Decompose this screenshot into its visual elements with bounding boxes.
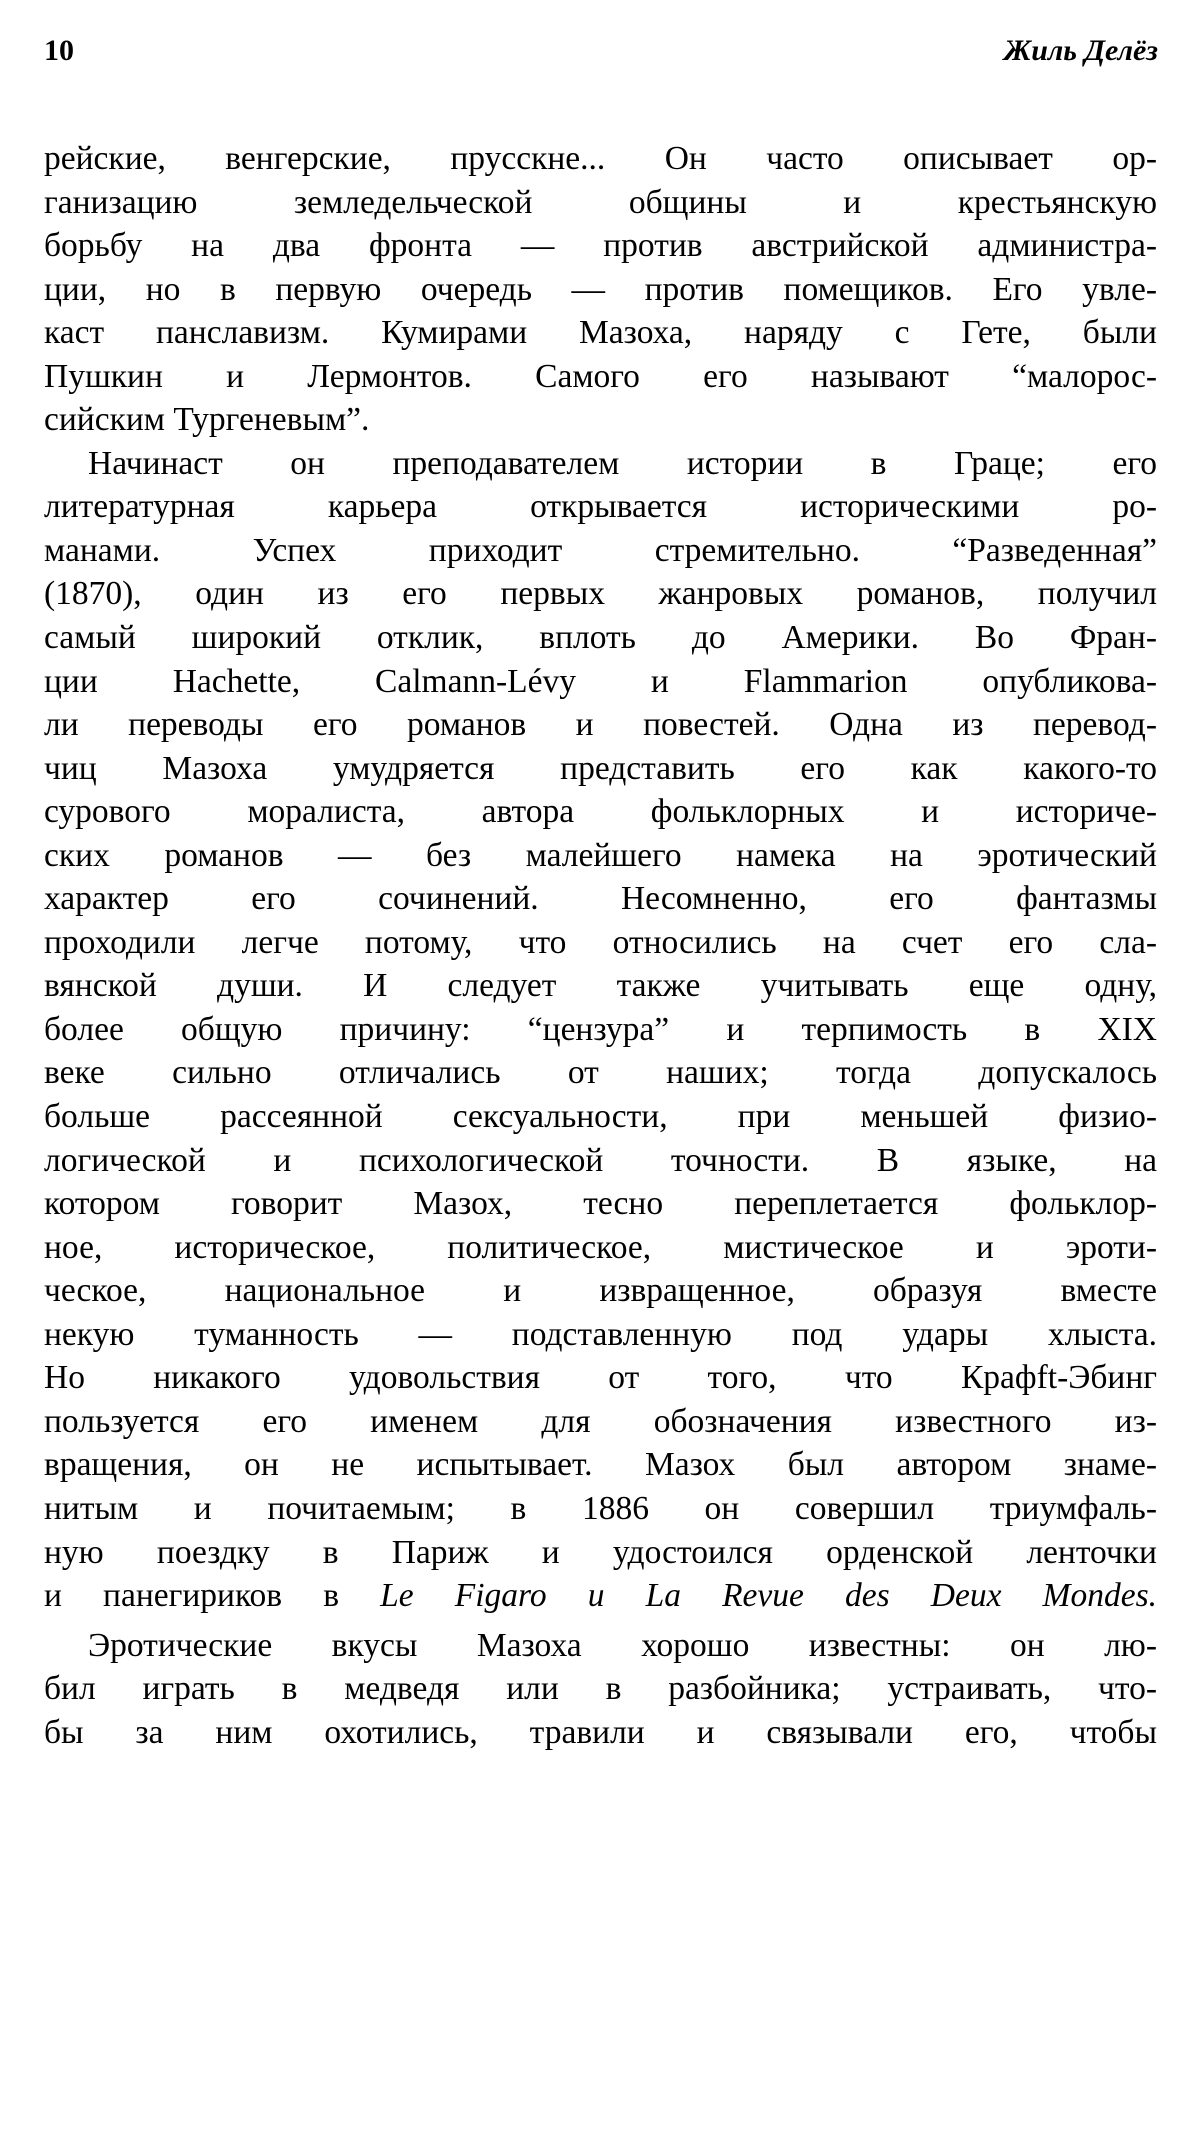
text-line: борьбу на два фронта — против австрийской администра- <box>44 227 1157 265</box>
text-line: (1870), один из его первых жанровых романов, получил <box>44 575 1157 613</box>
text-line: характер его сочинений. Несомненно, его фантазмы <box>44 880 1157 918</box>
text-line: Эротические вкусы Мазоха хорошо известны: он лю- <box>88 1626 1157 1664</box>
text-line: бил играть в медведя или в разбойника; устраивать, что- <box>44 1670 1157 1708</box>
text-line: более общую причину: “цензура” и терпимость в XIX <box>44 1010 1157 1048</box>
text-line: ции, но в первую очередь — против помещиков. Его увле- <box>44 270 1157 308</box>
text-line: вращения, он не испытывает. Мазох был автором знаме- <box>44 1446 1157 1484</box>
text-line: рейские, венгерские, прусскне... Он часто описывает ор- <box>44 140 1157 177</box>
text-line: больше рассеянной сексуальности, при меньшей физио- <box>44 1098 1157 1136</box>
running-title: Жиль Делёз <box>1003 34 1158 67</box>
text-line: Но никакого удовольствия от того, что Крафft-Эбинг <box>44 1359 1157 1397</box>
text-line: ли переводы его романов и повестей. Одна из перевод- <box>44 706 1157 744</box>
text-line: проходили легче потому, что относились на счет его сла- <box>44 923 1157 961</box>
text-line: ских романов — без малейшего намека на эротический <box>44 836 1157 874</box>
text-line: ганизацию земледельческой общины и крестьянскую <box>44 183 1157 221</box>
text-line: некую туманность — подставленную под удары хлыста. <box>44 1315 1157 1353</box>
text-line: вянской души. И следует также учитывать еще одну, <box>44 967 1157 1005</box>
text-line: котором говорит Мазох, тесно переплетается фольклор- <box>44 1185 1157 1223</box>
paragraph-2 <box>44 442 1157 1618</box>
text-line: веке сильно отличались от наших; тогда допускалось <box>44 1054 1157 1092</box>
journal-titles: Le Figaro и La Revue des Deux Mondes. <box>380 1577 1157 1615</box>
page-header <box>44 34 1158 74</box>
page-number: 10 <box>44 34 74 67</box>
text-line: логической и психологической точности. В языке, на <box>44 1141 1157 1179</box>
text-line: Пушкин и Лермонтов. Самого его называют “малорос- <box>44 357 1157 395</box>
paragraph-3 <box>44 1624 1157 1755</box>
text-line: сийским Тургеневым”. <box>44 401 370 439</box>
text-line: сурового моралиста, автора фольклорных и историче- <box>44 793 1157 831</box>
text-line: каст панславизм. Кумирами Мазоха, наряду с Гете, были <box>44 314 1157 352</box>
text-line: нитым и почитаемым; в 1886 он совершил триумфаль- <box>44 1489 1157 1527</box>
text-line: Начинаст он преподавателем истории в Граце; его <box>88 444 1157 482</box>
text-line: литературная карьера открывается историческими ро- <box>44 488 1157 526</box>
text-fragment: и панегириков в <box>44 1577 381 1615</box>
text-line: самый широкий отклик, вплоть до Америки. Во Фран- <box>44 619 1157 657</box>
text-line: пользуется его именем для обозначения известного из- <box>44 1402 1157 1440</box>
text-line: бы за ним охотились, травили и связывали его, чтобы <box>44 1713 1157 1751</box>
text-line: чиц Мазоха умудряется представить его как какого-то <box>44 749 1157 787</box>
text-line: ции Hachette, Calmann-Lévy и Flammarion опубликова- <box>44 662 1157 700</box>
text-line: манами. Успех приходит стремительно. “Разведенная” <box>44 531 1157 569</box>
text-line: ную поездку в Париж и удостоился орденской ленточки <box>44 1533 1157 1571</box>
text-line: ческое, национальное и извращенное, образуя вместе <box>44 1272 1157 1310</box>
text-line: ное, историческое, политическое, мистическое и эроти- <box>44 1228 1157 1266</box>
text-line-with-italic <box>44 1574 1157 1618</box>
paragraph-1 <box>44 137 1157 442</box>
body-text <box>44 137 1157 1754</box>
